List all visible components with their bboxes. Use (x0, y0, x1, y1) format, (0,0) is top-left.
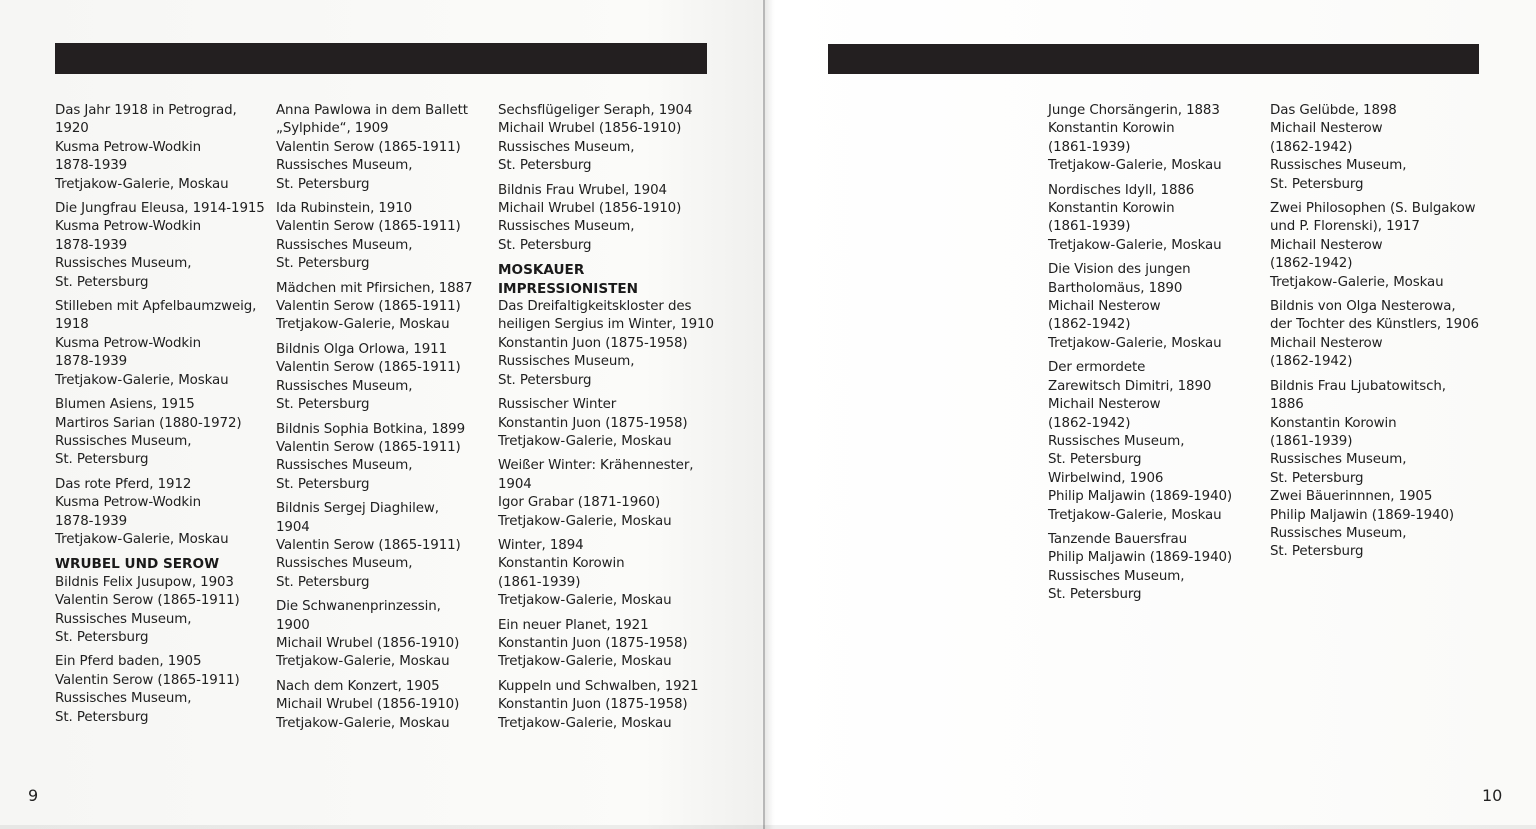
caption-line: St. Petersburg (55, 709, 149, 725)
caption-line: Russisches Museum, (1270, 158, 1407, 174)
caption-line: Tretjakow-Galerie, Moskau (1048, 507, 1222, 523)
caption-entry (1048, 102, 1266, 176)
caption-line: Die Jungfrau Eleusa, 1914-1915 (55, 201, 265, 217)
caption-line: Tretjakow-Galerie, Moskau (1048, 158, 1222, 174)
caption-line: Michail Nesterow (1270, 121, 1383, 137)
caption-line: Bildnis Frau Wrubel, 1904 (498, 182, 667, 198)
caption-line: Michail Wrubel (1856-1910) (276, 635, 460, 651)
caption-line: Valentin Serow (1865-1911) (276, 439, 461, 455)
caption-line: 1904 (498, 476, 532, 492)
caption-entry (55, 298, 273, 390)
caption-entry (1270, 102, 1485, 194)
caption-line: Tretjakow-Galerie, Moskau (1270, 274, 1444, 290)
caption-entry (498, 537, 716, 611)
caption-entry (55, 555, 273, 647)
caption-line: Der ermordete (1048, 360, 1146, 376)
caption-entry (1048, 182, 1266, 256)
caption-entry (55, 396, 273, 470)
caption-line: Weißer Winter: Krähennester, (498, 458, 694, 474)
caption-line: Michail Wrubel (1856-1910) (498, 121, 682, 137)
caption-line: St. Petersburg (1270, 176, 1364, 192)
caption-line: Russisches Museum, (55, 433, 192, 449)
caption-line: (1862-1942) (1048, 317, 1131, 333)
caption-entry (498, 678, 716, 733)
caption-line: Das Dreifaltigkeitskloster des (498, 299, 692, 315)
caption-entry (498, 261, 716, 390)
caption-line: Kusma Petrow-Wodkin (55, 219, 202, 235)
caption-line: Ida Rubinstein, 1910 (276, 201, 413, 217)
caption-line: Tretjakow-Galerie, Moskau (55, 372, 229, 388)
caption-line: heiligen Sergius im Winter, 1910 (498, 317, 714, 333)
caption-entry (498, 182, 716, 256)
caption-line: (1861-1939) (1270, 433, 1353, 449)
caption-line: (1862-1942) (1270, 354, 1353, 370)
caption-line: St. Petersburg (1048, 587, 1142, 603)
caption-line: Tretjakow-Galerie, Moskau (276, 715, 450, 731)
caption-line: (1862-1942) (1048, 415, 1131, 431)
caption-entry (55, 653, 273, 727)
header-bar-left (55, 43, 707, 74)
caption-line: Russisches Museum, (276, 158, 413, 174)
caption-line: Russisches Museum, (498, 139, 635, 155)
caption-line: St. Petersburg (1048, 452, 1142, 468)
caption-entry (1270, 378, 1485, 488)
caption-line: Russisches Museum, (498, 219, 635, 235)
caption-line: Russisches Museum, (55, 691, 192, 707)
caption-line: Philip Maljawin (1869-1940) (1048, 550, 1233, 566)
caption-line: (1862-1942) (1270, 256, 1353, 272)
caption-line: St. Petersburg (1270, 544, 1364, 560)
section-heading: MOSKAUER (498, 262, 585, 279)
caption-line: Kusma Petrow-Wodkin (55, 139, 202, 155)
caption-line: Zwei Bäuerinnnen, 1905 (1270, 489, 1433, 505)
caption-line: Valentin Serow (1865-1911) (276, 299, 461, 315)
caption-line: Sechsflügeliger Seraph, 1904 (498, 103, 693, 118)
caption-line: (1861-1939) (1048, 219, 1131, 235)
caption-line: 1878-1939 (55, 354, 128, 370)
caption-line: 1878-1939 (55, 158, 128, 174)
caption-line: (1862-1942) (1270, 139, 1353, 155)
caption-line: und P. Florenski), 1917 (1270, 219, 1420, 235)
caption-line: Junge Chorsängerin, 1883 (1048, 103, 1220, 118)
caption-line: Russisches Museum, (276, 556, 413, 572)
caption-line: Valentin Serow (1865-1911) (276, 219, 461, 235)
book-fold (763, 0, 765, 829)
caption-line: St. Petersburg (276, 476, 370, 492)
caption-line: Nach dem Konzert, 1905 (276, 678, 440, 694)
caption-line: Michail Wrubel (1856-1910) (276, 697, 460, 713)
caption-line: Russischer Winter (498, 397, 617, 413)
caption-line: St. Petersburg (55, 629, 149, 645)
caption-line: Igor Grabar (1871-1960) (498, 495, 661, 511)
caption-line: Bildnis Sophia Botkina, 1899 (276, 421, 466, 437)
caption-entry (276, 341, 494, 415)
caption-line: (1861-1939) (1048, 139, 1131, 155)
caption-line: Konstantin Korowin (1048, 121, 1175, 137)
header-bar-right (828, 44, 1479, 74)
caption-entry (498, 617, 716, 672)
caption-line: Philip Maljawin (1869-1940) (1048, 489, 1233, 505)
caption-line: Das Gelübde, 1898 (1270, 103, 1397, 118)
caption-line: Tretjakow-Galerie, Moskau (1048, 237, 1222, 253)
left-page-column-1 (55, 102, 273, 733)
page-edge-shadow (0, 825, 1536, 829)
caption-line: Russisches Museum, (498, 354, 635, 370)
caption-line: Philip Maljawin (1869-1940) (1270, 507, 1455, 523)
caption-line: Bildnis Sergej Diaghilew, (276, 501, 439, 517)
caption-line: Russisches Museum, (1048, 568, 1185, 584)
caption-entry (276, 421, 494, 495)
caption-line: Michail Nesterow (1048, 299, 1161, 315)
caption-line: Tretjakow-Galerie, Moskau (498, 513, 672, 529)
caption-entry (1270, 488, 1485, 562)
caption-line: Konstantin Juon (1875-1958) (498, 697, 688, 713)
caption-entry (55, 102, 273, 194)
caption-entry (276, 280, 494, 335)
right-page-column-2 (1270, 102, 1485, 568)
right-page-column-1 (1048, 102, 1266, 611)
caption-entry (276, 200, 494, 274)
page-number-right: 10 (1482, 786, 1503, 805)
caption-line: Michail Nesterow (1270, 237, 1383, 253)
caption-line: Konstantin Korowin (498, 556, 625, 572)
caption-line: St. Petersburg (498, 237, 592, 253)
caption-line: 1878-1939 (55, 237, 128, 253)
caption-line: Blumen Asiens, 1915 (55, 397, 195, 413)
caption-line: 1900 (276, 617, 310, 633)
caption-line: (1861-1939) (498, 574, 581, 590)
caption-line: Tretjakow-Galerie, Moskau (1048, 335, 1222, 351)
caption-line: Tretjakow-Galerie, Moskau (276, 317, 450, 333)
caption-line: Russisches Museum, (276, 237, 413, 253)
caption-line: Konstantin Juon (1875-1958) (498, 635, 688, 651)
caption-line: Zwei Philosophen (S. Bulgakow (1270, 201, 1476, 217)
caption-line: Zarewitsch Dimitri, 1890 (1048, 378, 1212, 394)
caption-line: St. Petersburg (498, 372, 592, 388)
page-number-left: 9 (28, 786, 39, 805)
caption-line: St. Petersburg (276, 574, 370, 590)
caption-line: Russisches Museum, (55, 256, 192, 272)
caption-line: Russisches Museum, (276, 378, 413, 394)
caption-line: Konstantin Korowin (1048, 201, 1175, 217)
caption-line: Ein neuer Planet, 1921 (498, 617, 649, 633)
caption-line: Bildnis Felix Jusupow, 1903 (55, 574, 234, 590)
caption-entry (1270, 200, 1485, 292)
caption-line: Mädchen mit Pfirsichen, 1887 (276, 280, 473, 296)
caption-line: Russisches Museum, (1270, 525, 1407, 541)
caption-entry (498, 457, 716, 531)
caption-line: Valentin Serow (1865-1911) (276, 537, 461, 553)
caption-line: Nordisches Idyll, 1886 (1048, 182, 1195, 198)
caption-line: Tretjakow-Galerie, Moskau (498, 654, 672, 670)
section-heading: WRUBEL UND SEROW (55, 556, 220, 573)
caption-line: St. Petersburg (498, 158, 592, 174)
caption-entry (1048, 359, 1266, 469)
caption-line: Russisches Museum, (1270, 452, 1407, 468)
caption-entry (276, 102, 494, 194)
caption-line: Das Jahr 1918 in Petrograd, (55, 103, 237, 118)
caption-line: Stilleben mit Apfelbaumzweig, (55, 299, 257, 315)
caption-line: Das rote Pferd, 1912 (55, 476, 192, 492)
caption-entry (498, 396, 716, 451)
caption-line: Die Schwanenprinzessin, (276, 599, 441, 615)
caption-entry (498, 102, 716, 176)
caption-line: 1918 (55, 317, 89, 333)
caption-line: Konstantin Juon (1875-1958) (498, 415, 688, 431)
section-heading: IMPRESSIONISTEN (498, 280, 639, 297)
caption-line: Konstantin Korowin (1270, 415, 1397, 431)
caption-entry (1270, 298, 1485, 372)
caption-line: Kuppeln und Schwalben, 1921 (498, 678, 699, 694)
caption-line: Winter, 1894 (498, 537, 584, 553)
caption-entry (276, 500, 494, 592)
caption-line: Tretjakow-Galerie, Moskau (498, 433, 672, 449)
caption-entry (1048, 531, 1266, 605)
caption-line: St. Petersburg (1270, 470, 1364, 486)
caption-line: 1886 (1270, 397, 1304, 413)
caption-line: Valentin Serow (1865-1911) (276, 139, 461, 155)
caption-entry (276, 678, 494, 733)
caption-line: St. Petersburg (276, 397, 370, 413)
caption-line: Die Vision des jungen (1048, 262, 1191, 278)
caption-line: 1920 (55, 121, 89, 137)
caption-line: Konstantin Juon (1875-1958) (498, 335, 688, 351)
caption-line: Tretjakow-Galerie, Moskau (55, 531, 229, 547)
caption-line: Kusma Petrow-Wodkin (55, 335, 202, 351)
caption-line: Bildnis von Olga Nesterowa, (1270, 299, 1456, 315)
caption-line: Tretjakow-Galerie, Moskau (55, 176, 229, 192)
caption-line: Russisches Museum, (55, 611, 192, 627)
caption-line: Tretjakow-Galerie, Moskau (498, 715, 672, 731)
caption-line: Bildnis Olga Orlowa, 1911 (276, 341, 447, 357)
caption-line: Martiros Sarian (1880-1972) (55, 415, 242, 431)
caption-line: St. Petersburg (276, 256, 370, 272)
caption-line: Russisches Museum, (276, 458, 413, 474)
caption-line: Russisches Museum, (1048, 433, 1185, 449)
caption-entry (1048, 261, 1266, 353)
caption-line: Tanzende Bauersfrau (1048, 531, 1188, 547)
caption-line: „Sylphide“, 1909 (276, 121, 389, 137)
caption-entry (276, 598, 494, 672)
caption-line: 1878-1939 (55, 513, 128, 529)
caption-line: der Tochter des Künstlers, 1906 (1270, 317, 1479, 333)
caption-line: Anna Pawlowa in dem Ballett (276, 103, 468, 118)
caption-line: Valentin Serow (1865-1911) (55, 672, 240, 688)
caption-entry (1048, 470, 1266, 525)
caption-line: St. Petersburg (55, 452, 149, 468)
caption-line: Bildnis Frau Ljubatowitsch, (1270, 378, 1446, 394)
caption-line: Michail Wrubel (1856-1910) (498, 201, 682, 217)
caption-line: Ein Pferd baden, 1905 (55, 654, 202, 670)
caption-line: Valentin Serow (1865-1911) (276, 360, 461, 376)
caption-line: Kusma Petrow-Wodkin (55, 495, 202, 511)
caption-line: Tretjakow-Galerie, Moskau (276, 654, 450, 670)
caption-entry (55, 476, 273, 550)
caption-line: 1904 (276, 519, 310, 535)
left-page-column-2 (276, 102, 494, 739)
caption-line: Valentin Serow (1865-1911) (55, 593, 240, 609)
caption-line: Bartholomäus, 1890 (1048, 280, 1183, 296)
left-page-column-3 (498, 102, 716, 739)
caption-entry (55, 200, 273, 292)
caption-line: Michail Nesterow (1048, 397, 1161, 413)
caption-line: Michail Nesterow (1270, 335, 1383, 351)
caption-line: St. Petersburg (55, 274, 149, 290)
caption-line: Tretjakow-Galerie, Moskau (498, 593, 672, 609)
caption-line: St. Petersburg (276, 176, 370, 192)
caption-line: Wirbelwind, 1906 (1048, 470, 1164, 486)
